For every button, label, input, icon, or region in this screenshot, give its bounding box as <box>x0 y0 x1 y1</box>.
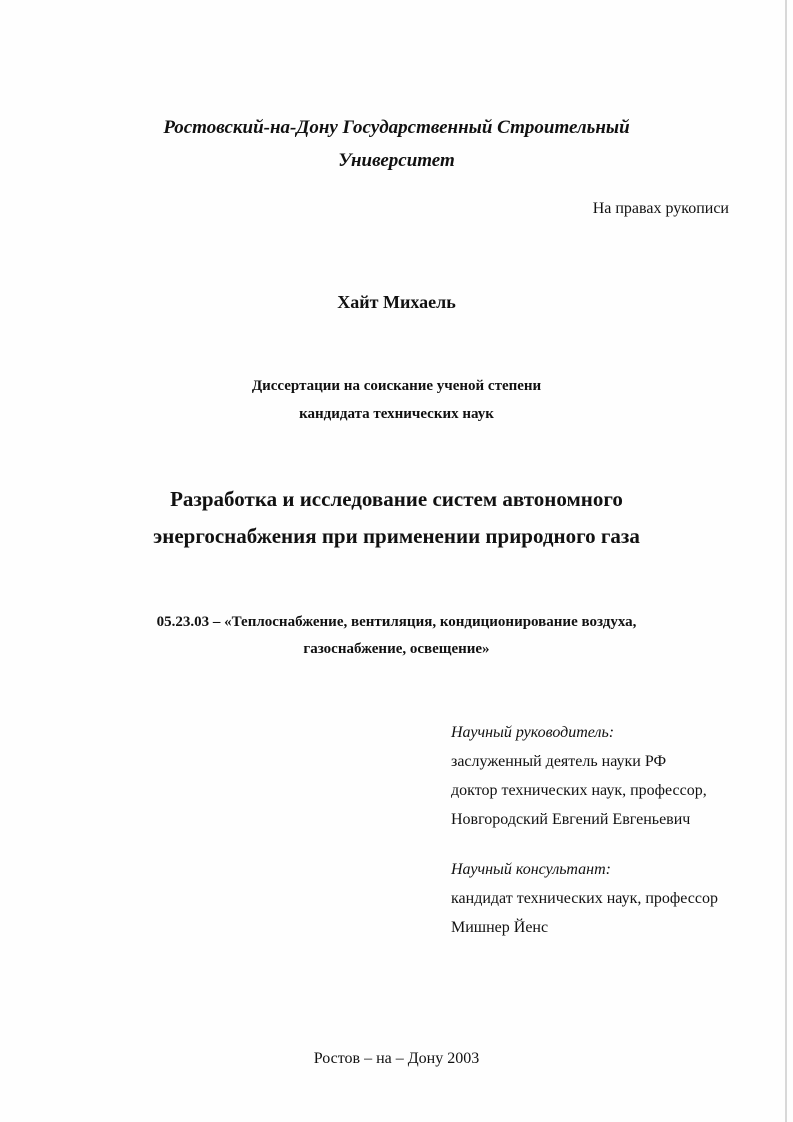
dissertation-title-line2: энергоснабжения при применении природного газа <box>153 524 640 548</box>
consultant-line1: кандидат технических наук, профессор <box>451 890 718 907</box>
supervisor-line2: доктор технических наук, профессор, <box>451 782 707 799</box>
university-name-line2: Университет <box>338 150 455 171</box>
consultant-line2: Мишнер Йенс <box>451 919 549 936</box>
consultant-heading: Научный консультант: <box>451 861 611 878</box>
specialty-line2: газоснабжение, освещение» <box>303 641 490 657</box>
supervisor-heading: Научный руководитель: <box>451 724 615 741</box>
university-name-line1: Ростовский-на-Дону Государственный Строительный <box>163 117 630 138</box>
degree-line2: кандидата технических наук <box>299 406 494 422</box>
supervisor-line1: заслуженный деятель науки РФ <box>451 753 667 770</box>
dissertation-title-line1: Разработка и исследование систем автономного <box>170 487 623 511</box>
place-and-year: Ростов – на – Дону 2003 <box>313 1050 480 1067</box>
supervisor-block <box>451 718 707 834</box>
supervisor-line3: Новгородский Евгений Евгеньевич <box>451 811 691 828</box>
manuscript-note: На правах рукописи <box>592 200 729 217</box>
consultant-block <box>451 855 718 942</box>
degree-line1: Диссертации на соискание ученой степени <box>251 378 542 394</box>
scan-edge-line <box>785 0 787 1122</box>
specialty-line1: 05.23.03 – «Теплоснабжение, вентиляция, кондиционирование воздуха, <box>156 614 637 630</box>
author-name: Хайт Михаель <box>337 292 456 312</box>
